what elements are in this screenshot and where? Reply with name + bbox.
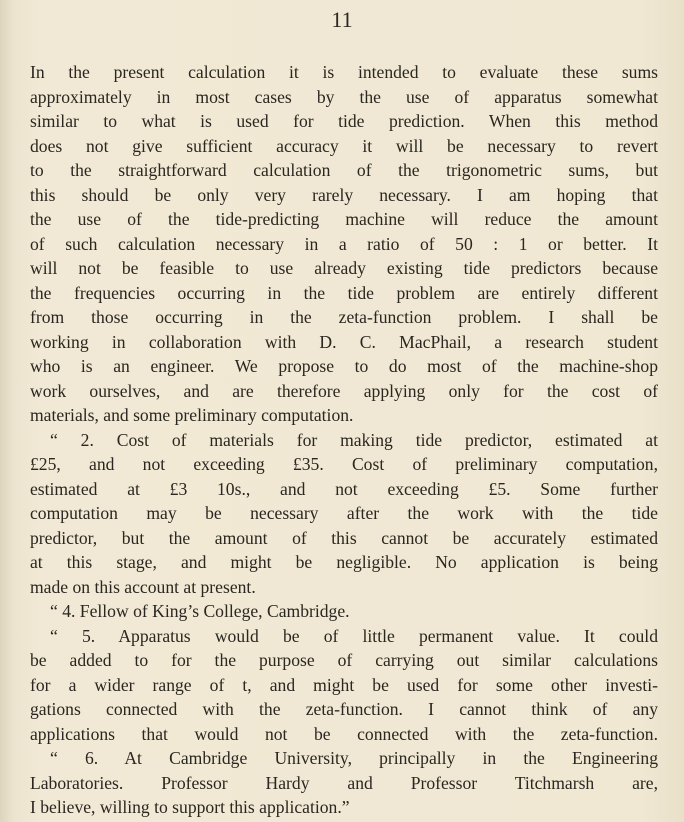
text-line: working in collaboration with D. C. MacPhail, a research student xyxy=(30,331,658,352)
text-line: Laboratories. Professor Hardy and Professor Titchmarsh are, xyxy=(30,772,658,793)
text-line: this should be only very rarely necessary. I am hoping that xyxy=(30,184,658,205)
text-line: of such calculation necessary in a ratio of 50 : 1 or better. It xyxy=(30,233,658,254)
text-line: “ 5. Apparatus would be of little permanent value. It could xyxy=(50,625,658,646)
text-line: will not be feasible to use already existing tide predictors because xyxy=(30,258,658,278)
text-line: made on this account at present. xyxy=(30,576,256,597)
paragraph-fellow xyxy=(30,599,658,624)
text-line: approximately in most cases by the use of apparatus somewhat xyxy=(30,86,658,107)
text-line: work ourselves, and are therefore applying only for the cost of xyxy=(30,380,658,401)
text-line: from those occurring in the zeta-function problem. I shall be xyxy=(30,307,658,327)
text-line: be added to for the purpose of carrying out similar calculations xyxy=(30,650,658,670)
text-line: at this stage, and might be negligible. No application is being xyxy=(30,552,658,572)
text-line: for a wider range of t, and might be used for some other investi- xyxy=(30,674,658,695)
page-number: 11 xyxy=(331,7,353,32)
text-line: £25, and not exceeding £35. Cost of preliminary computation, xyxy=(30,454,658,474)
text-line: applications that would not be connected with the zeta-function. xyxy=(30,723,658,744)
paragraph-tide-prediction xyxy=(30,60,658,428)
text-line: “ 4. Fellow of King’s College, Cambridge. xyxy=(50,601,350,621)
text-line: predictor, but the amount of this cannot be accurately estimated xyxy=(30,527,658,548)
text-line: In the present calculation it is intended to evaluate these sums xyxy=(30,62,658,82)
text-line: gations connected with the zeta-function. I cannot think of any xyxy=(30,699,658,719)
paragraph-cambridge-university xyxy=(30,746,658,820)
paragraph-cost-of-materials xyxy=(30,428,658,600)
text-line: the frequencies occurring in the tide problem are entirely different xyxy=(30,282,658,303)
text-line: the use of the tide-predicting machine will reduce the amount xyxy=(30,209,658,229)
text-line: does not give sufficient accuracy it will be necessary to revert xyxy=(30,135,658,156)
text-line: who is an engineer. We propose to do most of the machine-shop xyxy=(30,356,658,376)
text-line: estimated at £3 10s., and not exceeding £5. Some further xyxy=(30,478,658,499)
text-line: materials, and some preliminary computation. xyxy=(30,405,354,425)
text-line: I believe, willing to support this application.” xyxy=(30,797,350,817)
text-line: similar to what is used for tide prediction. When this method xyxy=(30,111,658,131)
text-line: “ 2. Cost of materials for making tide predictor, estimated at xyxy=(50,429,658,450)
text-line: to the straightforward calculation of the trigonometric sums, but xyxy=(30,160,658,180)
text-line: “ 6. At Cambridge University, principally in the Engineering xyxy=(50,748,658,768)
paragraph-apparatus xyxy=(30,624,658,747)
text-line: computation may be necessary after the work with the tide xyxy=(30,503,658,523)
body-text xyxy=(30,60,658,820)
